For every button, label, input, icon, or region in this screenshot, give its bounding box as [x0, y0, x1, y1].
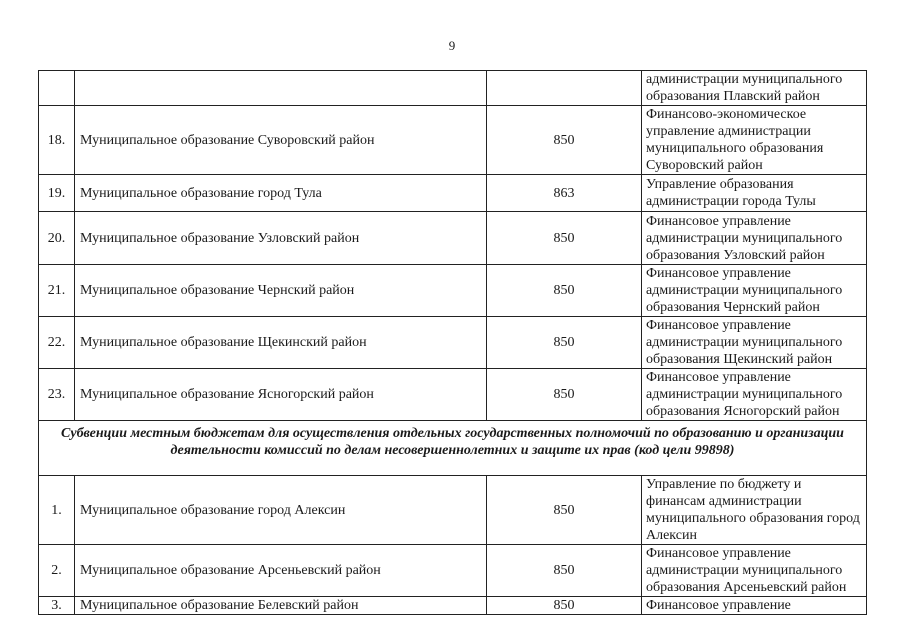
page-number: 9 — [448, 38, 456, 53]
budget-code: 850 — [487, 212, 642, 265]
budget-code: 863 — [487, 175, 642, 212]
row-number: 3. — [39, 597, 75, 615]
table-row — [39, 545, 867, 597]
budget-code: 850 — [487, 597, 642, 615]
row-number: 20. — [39, 212, 75, 265]
row-number: 2. — [39, 545, 75, 597]
table-row — [39, 317, 867, 369]
finance-authority: Управление по бюджету и финансам администрации муниципального образования город Алексин — [642, 476, 867, 545]
budget-code: 850 — [487, 545, 642, 597]
row-number: 1. — [39, 476, 75, 545]
municipality-name: Муниципальное образование Суворовский район — [75, 106, 487, 175]
row-number: 23. — [39, 369, 75, 421]
municipality-name: Муниципальное образование город Тула — [75, 175, 487, 212]
finance-authority: Финансовое управление администрации муниципального образования Чернский район — [642, 265, 867, 317]
finance-authority: Финансовое управление — [642, 597, 867, 615]
budget-code: 850 — [487, 369, 642, 421]
finance-authority: Финансовое управление администрации муниципального образования Ясногорский район — [642, 369, 867, 421]
section-row — [39, 421, 867, 476]
table-row — [39, 71, 867, 106]
finance-authority: Финансовое управление администрации муниципального образования Арсеньевский район — [642, 545, 867, 597]
table-row — [39, 265, 867, 317]
row-number: 21. — [39, 265, 75, 317]
row-number: 19. — [39, 175, 75, 212]
municipality-name: Муниципальное образование Чернский район — [75, 265, 487, 317]
municipality-name: Муниципальное образование Арсеньевский район — [75, 545, 487, 597]
budget-code: 850 — [487, 106, 642, 175]
municipality-name — [75, 71, 487, 106]
finance-authority: Финансовое управление администрации муниципального образования Щекинский район — [642, 317, 867, 369]
row-number: 18. — [39, 106, 75, 175]
finance-authority: Управление образования администрации города Тулы — [642, 175, 867, 212]
row-number — [39, 71, 75, 106]
municipality-name: Муниципальное образование Ясногорский район — [75, 369, 487, 421]
budget-code: 850 — [487, 265, 642, 317]
table-row — [39, 369, 867, 421]
table-row — [39, 212, 867, 265]
budget-code: 850 — [487, 476, 642, 545]
municipality-name: Муниципальное образование Белевский район — [75, 597, 487, 615]
row-number: 22. — [39, 317, 75, 369]
finance-authority: Финансовое управление администрации муниципального образования Узловский район — [642, 212, 867, 265]
table-row — [39, 597, 867, 615]
finance-authority: Финансово-экономическое управление администрации муниципального образования Суворовский район — [642, 106, 867, 175]
table-row — [39, 175, 867, 212]
municipality-name: Муниципальное образование Щекинский район — [75, 317, 487, 369]
budget-code — [487, 71, 642, 106]
section-title: Субвенции местным бюджетам для осуществления отдельных государственных полномочий по образованию и организации деятельности комиссий по делам несовершеннолетних и защите их прав (код цели 99898) — [39, 421, 867, 476]
table-row — [39, 106, 867, 175]
municipality-name: Муниципальное образование город Алексин — [75, 476, 487, 545]
table-row — [39, 476, 867, 545]
municipality-name: Муниципальное образование Узловский район — [75, 212, 487, 265]
finance-authority: администрации муниципального образования Плавский район — [642, 71, 867, 106]
allocation-table — [38, 70, 867, 615]
budget-code: 850 — [487, 317, 642, 369]
